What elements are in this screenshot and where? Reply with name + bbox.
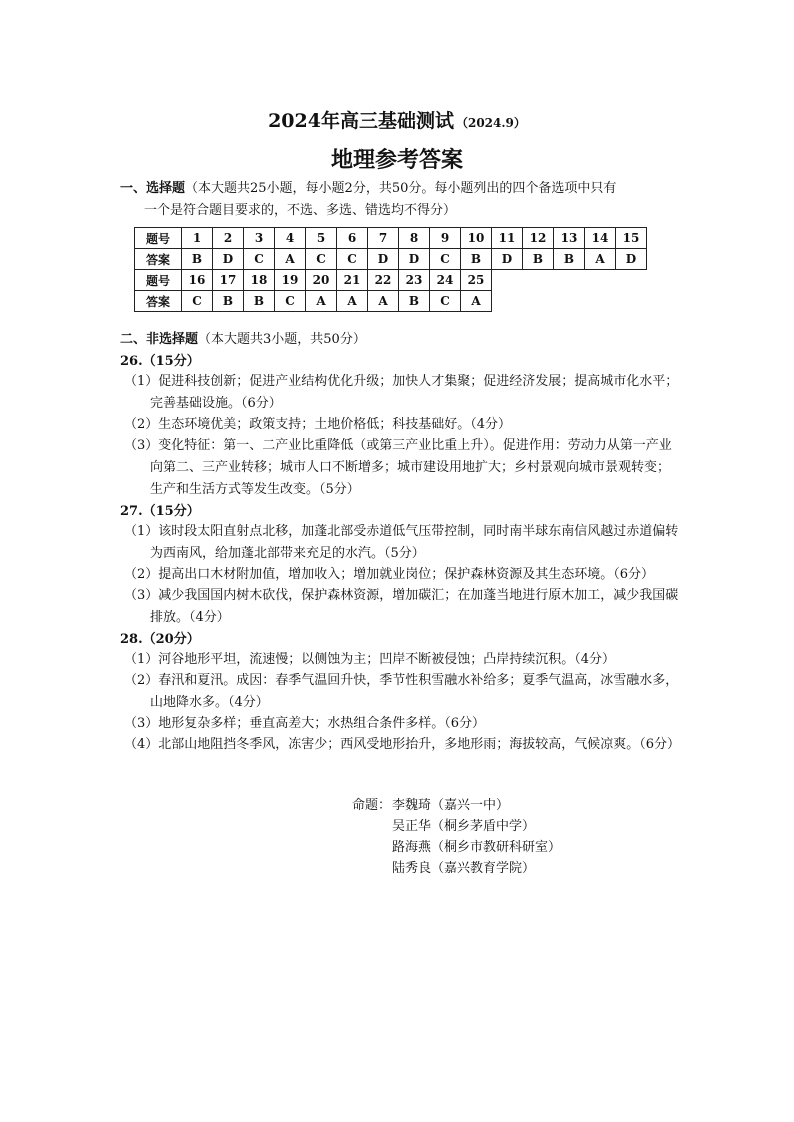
table-cell: C <box>182 291 213 312</box>
table-cell: A <box>275 249 306 270</box>
table-cell: B <box>244 291 275 312</box>
table-cell: B <box>461 249 492 270</box>
table-cell: A <box>461 291 492 312</box>
section-nonchoice-label: 二、非选择题 <box>120 332 199 347</box>
table-cell: D <box>213 249 244 270</box>
authors-block <box>352 795 561 879</box>
table-cell: 17 <box>213 270 244 291</box>
answer-table <box>134 227 647 312</box>
author-name: 吴正华（桐乡茅盾中学） <box>392 819 536 834</box>
table-cell: 8 <box>399 228 430 249</box>
table-cell: 2 <box>213 228 244 249</box>
question-26-item-1: （1）促进科技创新；促进产业结构优化升级；加快人才集聚；促进经济发展；提高城市化水平；完善基础设施。（6分） <box>124 374 679 411</box>
table-cell: C <box>337 249 368 270</box>
question-26-head: 26.（15分） <box>120 354 200 369</box>
table-cell: 9 <box>430 228 461 249</box>
title-text: 2024年高三基础测试 <box>268 110 454 132</box>
table-header-cell: 答案 <box>135 291 182 312</box>
table-cell: D <box>492 249 523 270</box>
question-28-item-3: （3）地形复杂多样；垂直高差大；水热组合条件多样。（6分） <box>124 716 486 731</box>
table-empty-cell <box>492 291 647 312</box>
table-row-a1 <box>135 249 647 270</box>
table-cell: 6 <box>337 228 368 249</box>
authors-lead: 命题： <box>352 798 392 813</box>
table-cell: 7 <box>368 228 399 249</box>
table-cell: 22 <box>368 270 399 291</box>
title-date: （2024.9） <box>455 116 526 130</box>
table-header-cell: 答案 <box>135 249 182 270</box>
table-cell: 10 <box>461 228 492 249</box>
author-name: 陆秀良（嘉兴教育学院） <box>392 861 536 876</box>
table-empty-cell <box>492 270 647 291</box>
table-cell: D <box>616 249 647 270</box>
section-choice <box>120 178 680 222</box>
table-cell: B <box>523 249 554 270</box>
table-cell: 20 <box>306 270 337 291</box>
table-cell: C <box>430 291 461 312</box>
question-28-item-4: （4）北部山地阻挡冬季风，冻害少；西风受地形抬升，多地形雨；海拔较高，气候凉爽。（6分） <box>124 737 681 752</box>
question-27-item-3: （3）减少我国国内树木砍伐，保护森林资源，增加碳汇；在加蓬当地进行原木加工，减少我国碳排放。（4分） <box>124 588 679 625</box>
question-26-item-3: （3）变化特征：第一、二产业比重降低（或第三产业比重上升）。促进作用：劳动力从第一产业向第二、三产业转移；城市人口不断增多；城市建设用地扩大；乡村景观向城市景观转变；生产和生活方式等发生改变。（5分） <box>124 438 672 497</box>
question-28-head: 28.（20分） <box>120 632 200 647</box>
question-27-item-2: （2）提高出口木材附加值，增加收入；增加就业岗位；保护森林资源及其生态环境。（6分） <box>124 567 655 582</box>
table-cell: B <box>182 249 213 270</box>
section-choice-label: 一、选择题 <box>120 181 186 196</box>
table-cell: C <box>244 249 275 270</box>
table-cell: A <box>585 249 616 270</box>
table-cell: 14 <box>585 228 616 249</box>
question-27-item-1: （1）该时段太阳直射点北移，加蓬北部受赤道低气压带控制，同时南半球东南信风越过赤道偏转为西南风，给加蓬北部带来充足的水汽。（5分） <box>124 524 679 561</box>
table-cell: 23 <box>399 270 430 291</box>
table-row-q1 <box>135 228 647 249</box>
table-cell: 5 <box>306 228 337 249</box>
table-cell: 18 <box>244 270 275 291</box>
table-cell: B <box>399 291 430 312</box>
table-row-a2 <box>135 291 647 312</box>
table-cell: 13 <box>554 228 585 249</box>
question-26-item-2: （2）生态环境优美；政策支持；土地价格低；科技基础好。（4分） <box>124 417 512 432</box>
page-title <box>0 106 794 133</box>
section-choice-desc-2: 一个是符合题目要求的，不选、多选、错选均不得分） <box>144 203 457 218</box>
table-cell: C <box>430 249 461 270</box>
table-cell: 21 <box>337 270 368 291</box>
table-cell: 3 <box>244 228 275 249</box>
table-cell: D <box>399 249 430 270</box>
table-cell: 16 <box>182 270 213 291</box>
question-28-item-1: （1）河谷地形平坦，流速慢；以侧蚀为主；凹岸不断被侵蚀；凸岸持续沉积。（4分） <box>124 652 616 667</box>
question-28-item-2: （2）春汛和夏汛。成因：春季气温回升快，季节性积雪融水补给多；夏季气温高，冰雪融水多，山地降水多。（4分） <box>124 673 679 710</box>
table-cell: 12 <box>523 228 554 249</box>
table-header-cell: 题号 <box>135 228 182 249</box>
table-row-q2 <box>135 270 647 291</box>
table-cell: A <box>368 291 399 312</box>
table-cell: 11 <box>492 228 523 249</box>
section-choice-desc-1: （本大题共25小题，每小题2分，共50分。每小题列出的四个备选项中只有 <box>185 181 617 196</box>
table-cell: C <box>306 249 337 270</box>
table-cell: 19 <box>275 270 306 291</box>
page-subtitle: 地理参考答案 <box>330 147 463 173</box>
question-27-head: 27.（15分） <box>120 504 200 519</box>
table-cell: C <box>275 291 306 312</box>
section-nonchoice-desc: （本大题共3小题，共50分） <box>198 332 366 347</box>
table-cell: 24 <box>430 270 461 291</box>
table-cell: A <box>306 291 337 312</box>
table-cell: 1 <box>182 228 213 249</box>
table-header-cell: 题号 <box>135 270 182 291</box>
table-cell: B <box>554 249 585 270</box>
table-cell: 25 <box>461 270 492 291</box>
table-cell: A <box>337 291 368 312</box>
author-name: 李魏琦（嘉兴一中） <box>392 798 510 813</box>
section-nonchoice <box>120 329 680 351</box>
table-cell: D <box>368 249 399 270</box>
table-cell: B <box>213 291 244 312</box>
author-name: 路海燕（桐乡市教研科研室） <box>392 840 562 855</box>
table-cell: 15 <box>616 228 647 249</box>
table-cell: 4 <box>275 228 306 249</box>
